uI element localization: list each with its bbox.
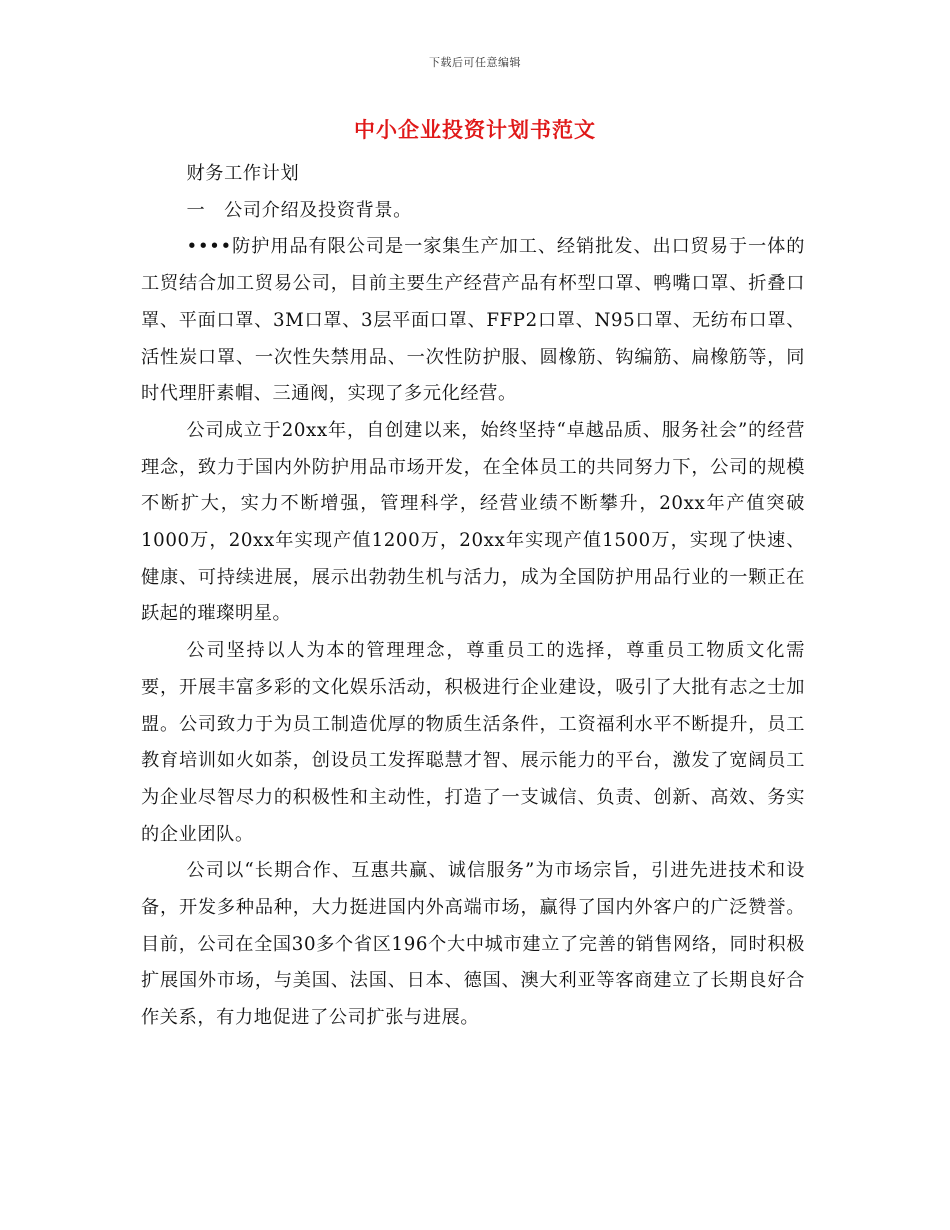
subsection-heading: 一 公司介绍及投资背景。: [186, 199, 412, 221]
body-paragraph: 公司成立于20xx年，自创建以来，始终坚持“卓越品质、服务社会”的经营理念，致力于国内外防护用品市场开发，在全体员工的共同努力下，公司的规模不断扩大，实力不断增强，管理科学，经营业绩不断攀升，20xx年产值突破1000万，20xx年实现产值1200万，20xx年实现产值1500万，实现了快速、健康、可持续进展，展示出勃勃生机与活力，成为全国防护用品行业的一颗正在跃起的璀璨明星。: [141, 419, 805, 625]
body-paragraph: ••••防护用品有限公司是一家集生产加工、经销批发、出口贸易于一体的工贸结合加工贸易公司，目前主要生产经营产品有杯型口罩、鸭嘴口罩、折叠口罩、平面口罩、3M口罩、3层平面口罩、FFP2口罩、N95口罩、无纺布口罩、活性炭口罩、一次性失禁用品、一次性防护服、圆橡筋、钩编筋、扁橡筋等，同时代理肝素帽、三通阀，实现了多元化经营。: [141, 236, 805, 405]
section-heading: 财务工作计划: [186, 163, 300, 184]
body-paragraph: 公司以“长期合作、互惠共赢、诚信服务”为市场宗旨，引进先进技术和设备，开发多种品种，大力挺进国内外高端市场，赢得了国内外客户的广泛赞誉。目前，公司在全国30多个省区196个大中城市建立了完善的销售网络，同时积极扩展国外市场，与美国、法国、日本、德国、澳大利亚等客商建立了长期良好合作关系，有力地促进了公司扩张与进展。: [141, 860, 805, 1029]
body-paragraph: 公司坚持以人为本的管理理念，尊重员工的选择，尊重员工物质文化需要，开展丰富多彩的文化娱乐活动，积极进行企业建设，吸引了大批有志之士加盟。公司致力于为员工制造优厚的物质生活条件，工资福利水平不断提升，员工教育培训如火如荼，创设员工发挥聪慧才智、展示能力的平台，激发了宽阔员工为企业尽智尽力的积极性和主动性，打造了一支诚信、负责、创新、高效、务实的企业团队。: [141, 640, 805, 845]
document-title: 中小企业投资计划书范文: [354, 117, 596, 142]
header-note: 下载后可任意编辑: [429, 56, 521, 69]
document-body: [141, 156, 805, 1037]
